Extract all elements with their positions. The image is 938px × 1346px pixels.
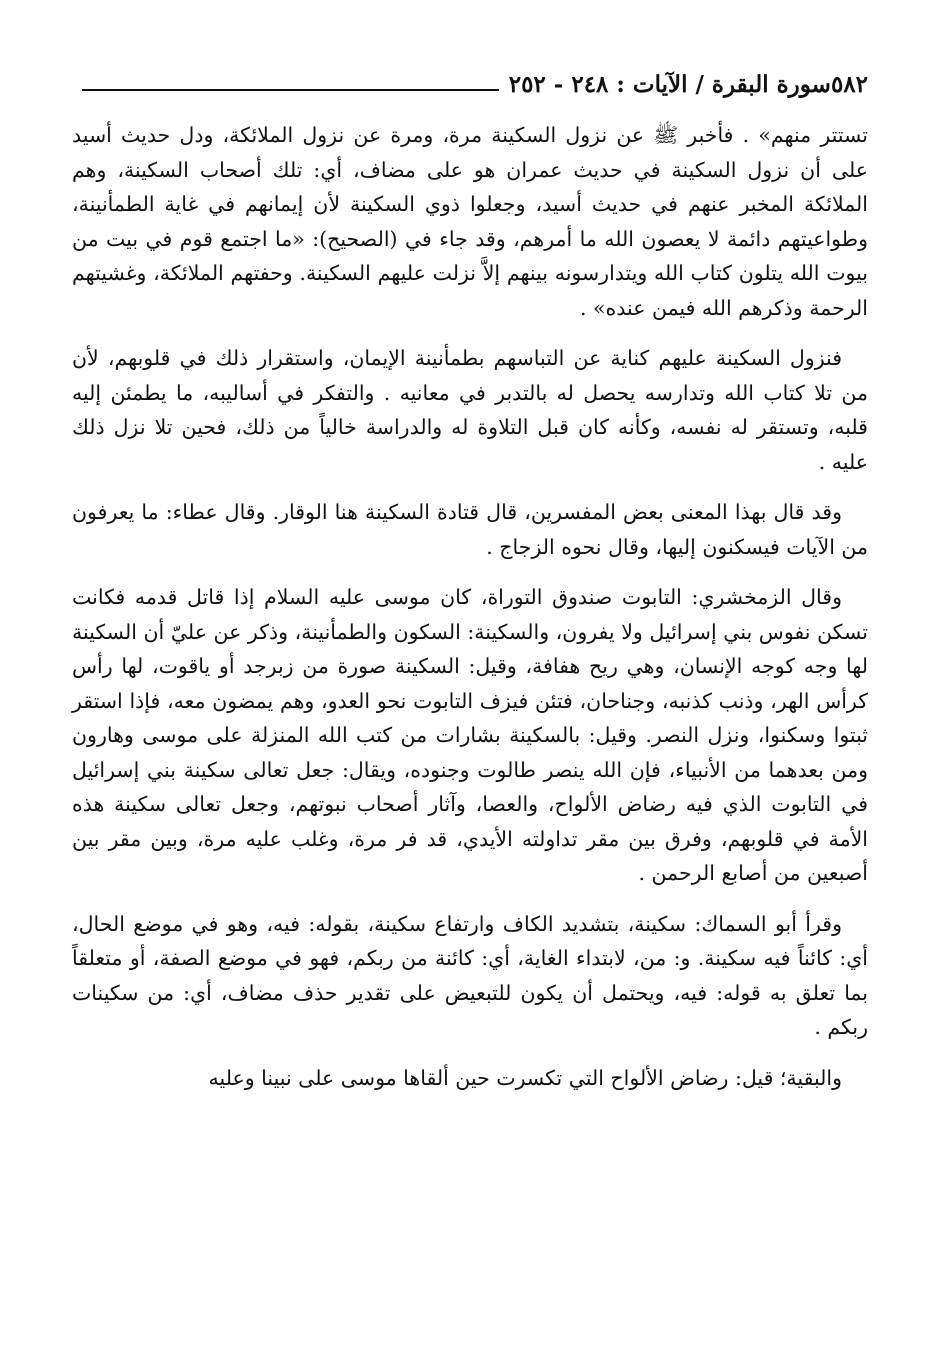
paragraph: فنزول السكينة عليهم كناية عن التباسهم بطمأنينة الإيمان، واستقرار ذلك في قلوبهم، لأن من تلا كتاب الله وتدارسه يحصل له بالتدبر في معانيه . والتفكر في أساليبه، ما يطمئن إليه قلبه، وتستقر له نفسه، وكأنه كان قبل التلاوة له والدراسة خالياً من ذلك، فحين تلا نزل ذلك عليه . — [72, 346, 868, 474]
paragraph: وقرأ أبو السماك: سكينة، بتشديد الكاف وارتفاع سكينة، بقوله: فيه، وهو في موضع الحال، أي: كائناً فيه سكينة. و: من، لابتداء الغاية، أي: كائنة من ربكم، فهو في موضع الصفة، أو متعلقاً بما تعلق به قوله: فيه، ويحتمل أن يكون للتبعيض على تقدير حذف مضاف، أي: من سكينات ربكم . — [72, 911, 868, 1039]
page-header — [72, 62, 868, 98]
paragraph: والبقية؛ قيل: رضاض الألواح التي تكسرت حين ألقاها موسى على نبينا وعليه — [208, 1065, 842, 1090]
paragraph: وقال الزمخشري: التابوت صندوق التوراة، كان موسى عليه السلام إذا قاتل قدمه فكانت تسكن نفوس بني إسرائيل ولا يفرون، والسكينة: السكون والطمأنينة، وذكر عن عليّ أن السكينة لها وجه كوجه الإنسان، وهي ريح هفافة، وقيل: السكينة صورة من زبرجد أو ياقوت، لها رأس كرأس الهر، وذنب كذنبه، وجناحان، فتئن فيزف التابوت نحو العدو، وهم يمضون معه، فإذا استقر ثبتوا وسكنوا، ونزل النصر. وقيل: بالسكينة بشارات من كتب الله المنزلة على موسى وهارون ومن بعدهما من الأنبياء، فإن الله ينصر طالوت وجنوده، ويقال: جعل تعالى سكينة بني إسرائيل في التابوت الذي فيه رضاض الألواح، والعصا، وآثار أصحاب نبوتهم، وجعل تعالى سكينة هذه الأمة في قلوبهم، وفرق بين مقر تداولته الأيدي، قد فر مرة، وغلب عليه مرة، وبين مقر بين أصبعين من أصابع الرحمن . — [72, 585, 868, 885]
page-number: ٥٨٢ — [830, 71, 868, 98]
paragraph: تستتر منهم» . فأخبر ﷺ عن نزول السكينة مرة، ومرة عن نزول الملائكة، ودل حديث أسيد على أن نزول السكينة في حديث عمران هو على مضاف، أي: تلك أصحاب السكينة، وهم الملائكة المخبر عنهم في حديث أسيد، وجعلوا ذوي السكينة لأن إيمانهم في غاية الطمأنينة، وطواعيتهم دائمة لا يعصون الله ما أمرهم، وقد جاء في (الصحيح): «ما اجتمع قوم في بيت من بيوت الله يتلون كتاب الله ويتدارسونه بينهم إلاَّ نزلت عليهم السكينة. وحفتهم الملائكة، وغشيتهم الرحمة وذكرهم الله فيمن عنده» . — [72, 123, 868, 320]
header-rule — [82, 89, 499, 91]
paragraph: وقد قال بهذا المعنى بعض المفسرين، قال قتادة السكينة هنا الوقار. وقال عطاء: ما يعرفون من الآيات فيسكنون إليها، وقال نحوه الزجاج . — [72, 500, 868, 559]
running-title: سورة البقرة / الآيات : ٢٤٨ - ٢٥٢ — [508, 71, 831, 98]
